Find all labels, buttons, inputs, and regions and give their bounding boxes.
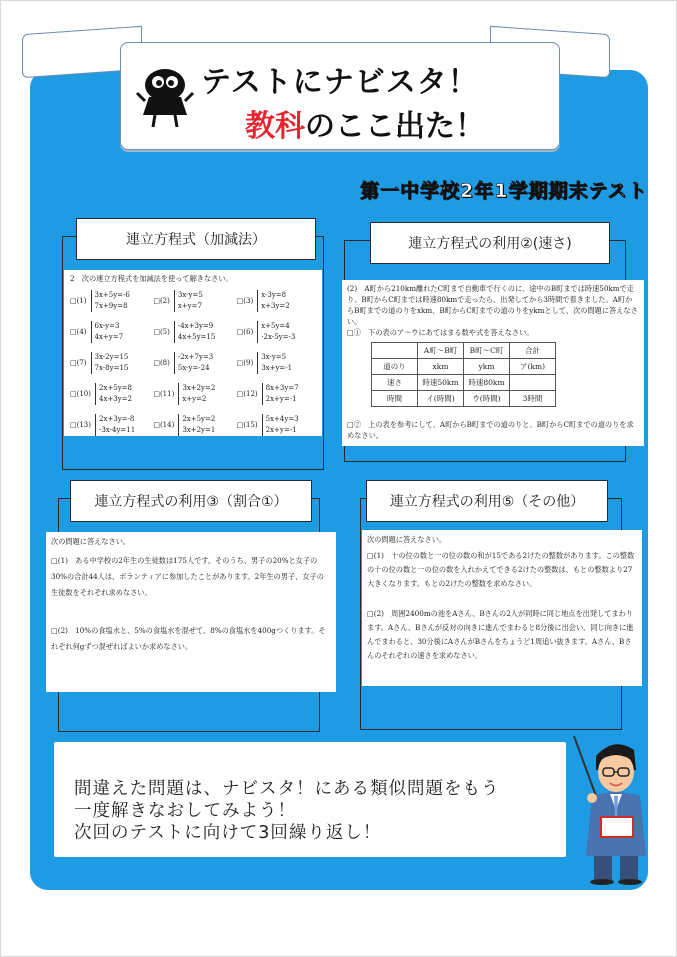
table-cell: 速さ [372, 375, 418, 391]
equation-line: 6x-y=3 [94, 322, 120, 330]
equation-line: 8x+3y=7 [265, 384, 299, 392]
equation-item [70, 414, 149, 436]
equation-system [91, 290, 130, 312]
section-label-3: 連立方程式の利用③（割合①） [70, 480, 312, 522]
equation-system [174, 321, 215, 343]
equation-line: 5x+4y=3 [265, 415, 299, 423]
s4-q2: □(2) 周囲2400mの池をAさん、Bさんの2人が同時に同じ地点を出発してまわります。Aさん、Bさんが反対の向きに進んでまわると8分後に出会い、同じ向きに進んでまわると、30分後にAさんがBさんをちょうど1周追い抜きます。Aさん、Bさんのそれぞれの速さを求めなさい。 [367, 609, 634, 660]
equation-item [237, 290, 316, 312]
title-banner [120, 42, 560, 150]
equation-item [237, 321, 316, 343]
equation-line: 2x+y=-1 [265, 395, 297, 403]
message-line-2: 一度解きなおしてみよう！ [74, 801, 296, 821]
table-cell: ウ(時間) [464, 391, 510, 407]
table-cell [372, 343, 418, 359]
equation-system [257, 290, 290, 312]
equation-line: -2x+7y=3 [177, 353, 214, 361]
equation-system [174, 352, 213, 374]
table-cell: 3時間 [510, 391, 556, 407]
equation-item [70, 321, 149, 343]
equation-item [237, 352, 316, 374]
equation-item [153, 414, 232, 436]
table-cell: A町～B町 [418, 343, 464, 359]
equation-number: □(14) [153, 421, 175, 429]
table-cell [510, 375, 556, 391]
banner-subtitle-rest: のここ出た！ [305, 109, 485, 144]
message-line-1: 間違えた問題は、ナビスタ！にある類似問題をもう [74, 779, 500, 799]
equation-line: x+y=7 [177, 302, 202, 310]
equation-item [70, 290, 149, 312]
s1-equations [70, 290, 316, 436]
s1-question: 2 次の連立方程式を加減法を使って解きなさい。 [70, 274, 233, 283]
equation-number: □(9) [236, 359, 254, 367]
equation-system [262, 414, 299, 436]
table-row [372, 343, 556, 359]
s2-intro: (2) A町から210km離れたC町まで自動車で行くのに、途中のB町までは時速50kmで走り、B町からC町までは時速80kmで走ったら、出発してから3時間で着きました。A町からB町までの道のりをxkm、B町からC町までの道のりをykmとして、次の問題に答えなさい。 [347, 284, 638, 326]
equation-item [70, 383, 149, 405]
s3-intro: 次の問題に答えなさい。 [51, 537, 131, 546]
equation-number: □(3) [236, 297, 254, 305]
equation-number: □(13) [70, 421, 91, 429]
equation-number: □(2) [153, 297, 170, 305]
worksheet-s1 [64, 270, 322, 436]
equation-line: x-3y=8 [261, 291, 287, 299]
s2-q2: □② 上の表を参考にして、A町からB町までの道のりと、B町からC町までの道のりを求めなさい。 [347, 420, 634, 440]
equation-number: □(15) [236, 421, 258, 429]
table-row [372, 375, 556, 391]
teacher-illustration [566, 726, 666, 886]
equation-number: □(4) [70, 328, 87, 336]
equation-number: □(7) [70, 359, 87, 367]
equation-number: □(12) [236, 390, 258, 398]
equation-line: x+3y=2 [261, 302, 290, 310]
table-cell: 合計 [510, 343, 556, 359]
equation-line: -3x-4y=11 [98, 426, 136, 434]
equation-system [257, 321, 295, 343]
equation-system [95, 383, 132, 405]
test-title: 第一中学校2年1学期期末テスト [360, 180, 648, 202]
equation-line: 3x+y=-1 [261, 364, 293, 372]
s4-intro: 次の問題に答えなさい。 [367, 535, 447, 544]
equation-system [178, 414, 215, 436]
s4-q1: □(1) 十の位の数と一の位の数の和が15である2けたの整数があります。この整数の十の位の数と一の位の数を入れかえてできる2けたの整数は、もとの整数より27大きくなります。もとの2けたの整数を求めなさい。 [367, 551, 635, 588]
equation-number: □(8) [153, 359, 170, 367]
banner-subtitle [245, 101, 485, 145]
equation-line: 4x+3y=2 [98, 395, 132, 403]
equation-line: 3x-2y=15 [94, 353, 129, 361]
worksheet-s3 [46, 532, 336, 692]
equation-number: □(1) [70, 297, 87, 305]
equation-item [153, 352, 232, 374]
message-text [74, 778, 500, 844]
s2-q1: □① 下の表のア〜ウにあてはまる数や式を答えなさい。 [347, 328, 534, 337]
equation-number: □(5) [153, 328, 170, 336]
equation-system [91, 321, 124, 343]
table-cell: イ(時間) [418, 391, 464, 407]
equation-system [91, 352, 129, 374]
pointer-stick [574, 736, 596, 796]
equation-line: 3x+5y=-6 [94, 291, 130, 299]
table-cell: ア(km) [510, 359, 556, 375]
worksheet-s2 [342, 280, 644, 446]
equation-line: 7x+9y=8 [94, 302, 128, 310]
equation-system [257, 352, 292, 374]
equation-line: 7x-8y=15 [94, 364, 129, 372]
worksheet-s4 [362, 530, 642, 686]
equation-system [174, 290, 203, 312]
table-cell: 時速50km [418, 375, 464, 391]
equation-line: 2x+y=-1 [265, 426, 297, 434]
equation-item [237, 414, 316, 436]
equation-line: 5x-y=-24 [177, 364, 210, 372]
mascot-icon [135, 63, 195, 133]
equation-line: 2x+5y=8 [98, 384, 132, 392]
s3-q2: □(2) 10%の食塩水と、5%の食塩水を混ぜて、8%の食塩水を400gつくります。それぞれ何gずつ混ぜればよいか求めなさい。 [51, 626, 326, 651]
banner-subject: 教科 [245, 109, 305, 144]
equation-line: x+y=2 [182, 395, 207, 403]
equation-item [237, 383, 316, 405]
equation-line: -4x+3y=9 [177, 322, 214, 330]
equation-number: □(10) [70, 390, 91, 398]
equation-system [178, 383, 215, 405]
equation-line: 2x+5y=2 [182, 415, 216, 423]
banner-title: テストにナビスタ！ [201, 65, 479, 100]
equation-system [95, 414, 135, 436]
table-cell: 時間 [372, 391, 418, 407]
table-row [372, 391, 556, 407]
table-row [372, 359, 556, 375]
equation-line: 4x+y=7 [94, 333, 124, 341]
equation-number: □(11) [153, 390, 175, 398]
equation-item [153, 321, 232, 343]
equation-line: 3x+2y=1 [182, 426, 216, 434]
equation-item [153, 383, 232, 405]
s3-q1: □(1) ある中学校の2年生の生徒数は175人です。そのうち、男子の20%と女子の30%の合計44人は、ボランティアに参加したことがあります。2年生の男子、女子の生徒数をそれぞれ求めなさい。 [51, 556, 324, 597]
equation-line: 3x-y=5 [177, 291, 203, 299]
equation-line: -2x-5y=-3 [261, 333, 296, 341]
section-label-2: 連立方程式の利用②(速さ) [370, 222, 610, 264]
equation-number: □(6) [236, 328, 254, 336]
table-cell: B町～C町 [464, 343, 510, 359]
equation-line: 3x+2y=2 [182, 384, 216, 392]
table-cell: 道のり [372, 359, 418, 375]
equation-line: 2x+3y=-8 [98, 415, 135, 423]
equation-item [70, 352, 149, 374]
equation-system [262, 383, 299, 405]
equation-line: 3x-y=5 [261, 353, 287, 361]
table-cell: ykm [464, 359, 510, 375]
message-box [54, 742, 566, 857]
equation-line: 4x+5y=15 [177, 333, 216, 341]
section-label-4: 連立方程式の利用⑤（その他） [366, 480, 608, 522]
equation-item [153, 290, 232, 312]
table-cell: 時速80km [464, 375, 510, 391]
section-label-1: 連立方程式（加減法） [76, 218, 316, 260]
table-cell: xkm [418, 359, 464, 375]
speed-table [371, 342, 556, 407]
message-line-3: 次回のテストに向けて3回繰り返し！ [74, 823, 382, 843]
equation-line: x+5y=4 [261, 322, 290, 330]
